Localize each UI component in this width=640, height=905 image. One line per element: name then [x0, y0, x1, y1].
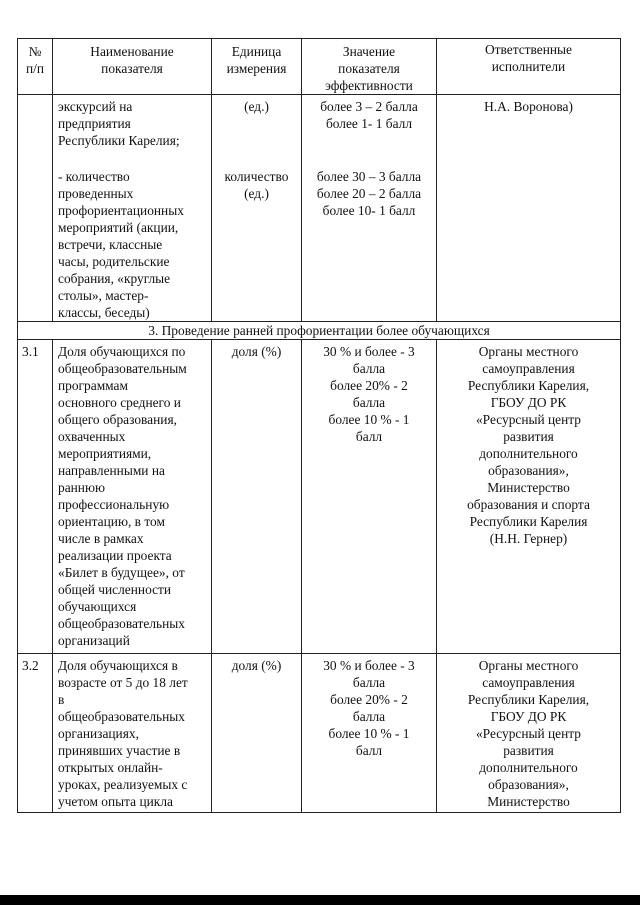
col-border-2b	[211, 339, 212, 813]
row-3-1-responsible: Органы местного самоуправления Республики Карелия, ГБОУ ДО РК «Ресурсный центр развития дополнительного образования», Министерство образования и спорта Республики Карелия (Н.Н. Гернер)	[467, 344, 590, 546]
section-title: 3. Проведение ранней профориентации более обучающихся	[148, 323, 490, 338]
header-responsible: Ответственные исполнители	[485, 42, 572, 74]
row-3-2-name: Доля обучающихся в возрасте от 5 до 18 лет в общеобразовательных организациях, принявших участие в открытых онлайн- уроках, реализуемых с учетом опыта цикла	[58, 658, 188, 809]
table-bottom-border	[17, 812, 621, 813]
cont-value-a: более 3 – 2 балла более 1- 1 балл	[320, 99, 418, 131]
cont-value-b: более 30 – 3 балла более 20 – 2 балла более 10- 1 балл	[316, 169, 422, 218]
header-bottom-border	[17, 94, 621, 95]
header-value: Значение показателя эффективности	[325, 44, 413, 93]
col-border-right	[620, 38, 621, 813]
row-3-2-top-border	[17, 653, 621, 654]
row-3-2-number: 3.2	[22, 658, 39, 673]
row-3-1-unit: доля (%)	[231, 344, 282, 359]
scan-bottom-edge	[0, 895, 640, 905]
header-number: № п/п	[25, 44, 45, 76]
col-border-left	[17, 38, 18, 813]
cont-name-a: экскурсий на предприятия Республики Карелия;	[58, 99, 180, 148]
header-unit: Единица измерения	[226, 44, 287, 76]
col-border-1	[52, 38, 53, 322]
row-3-2-unit: доля (%)	[231, 658, 282, 673]
row-3-2-responsible: Органы местного самоуправления Республики Карелия, ГБОУ ДО РК «Ресурсный центр развития дополнительного образования», Министерство	[467, 658, 590, 809]
col-border-4	[436, 38, 437, 322]
section-bottom-border	[17, 339, 621, 340]
row-3-1-number: 3.1	[22, 344, 39, 359]
cont-unit-b: количество (ед.)	[224, 169, 289, 201]
col-border-1b	[52, 339, 53, 813]
row-3-1-name: Доля обучающихся по общеобразовательным программам основного среднего и общего образования, охваченных мероприятиями, направленными на раннюю профессиональную ориентацию, в том числе в рамках реализации проекта «Билет в будущее», от общей численности обучающихся общеобразовательных организаций	[58, 344, 187, 648]
cont-responsible-a: Н.А. Воронова)	[484, 99, 573, 114]
cont-name-b: - количество проведенных профориентационных мероприятий (акции, встречи, классные часы, родительские собрания, «круглые столы», мастер- классы, беседы)	[58, 169, 184, 320]
cont-unit-a: (ед.)	[244, 99, 269, 114]
table-top-border	[17, 38, 621, 39]
row-3-1-value: 30 % и более - 3 балла более 20% - 2 балла более 10 % - 1 балл	[323, 344, 415, 444]
header-indicator-name: Наименование показателя	[90, 44, 174, 76]
row-3-2-value: 30 % и более - 3 балла более 20% - 2 балла более 10 % - 1 балл	[323, 658, 415, 758]
